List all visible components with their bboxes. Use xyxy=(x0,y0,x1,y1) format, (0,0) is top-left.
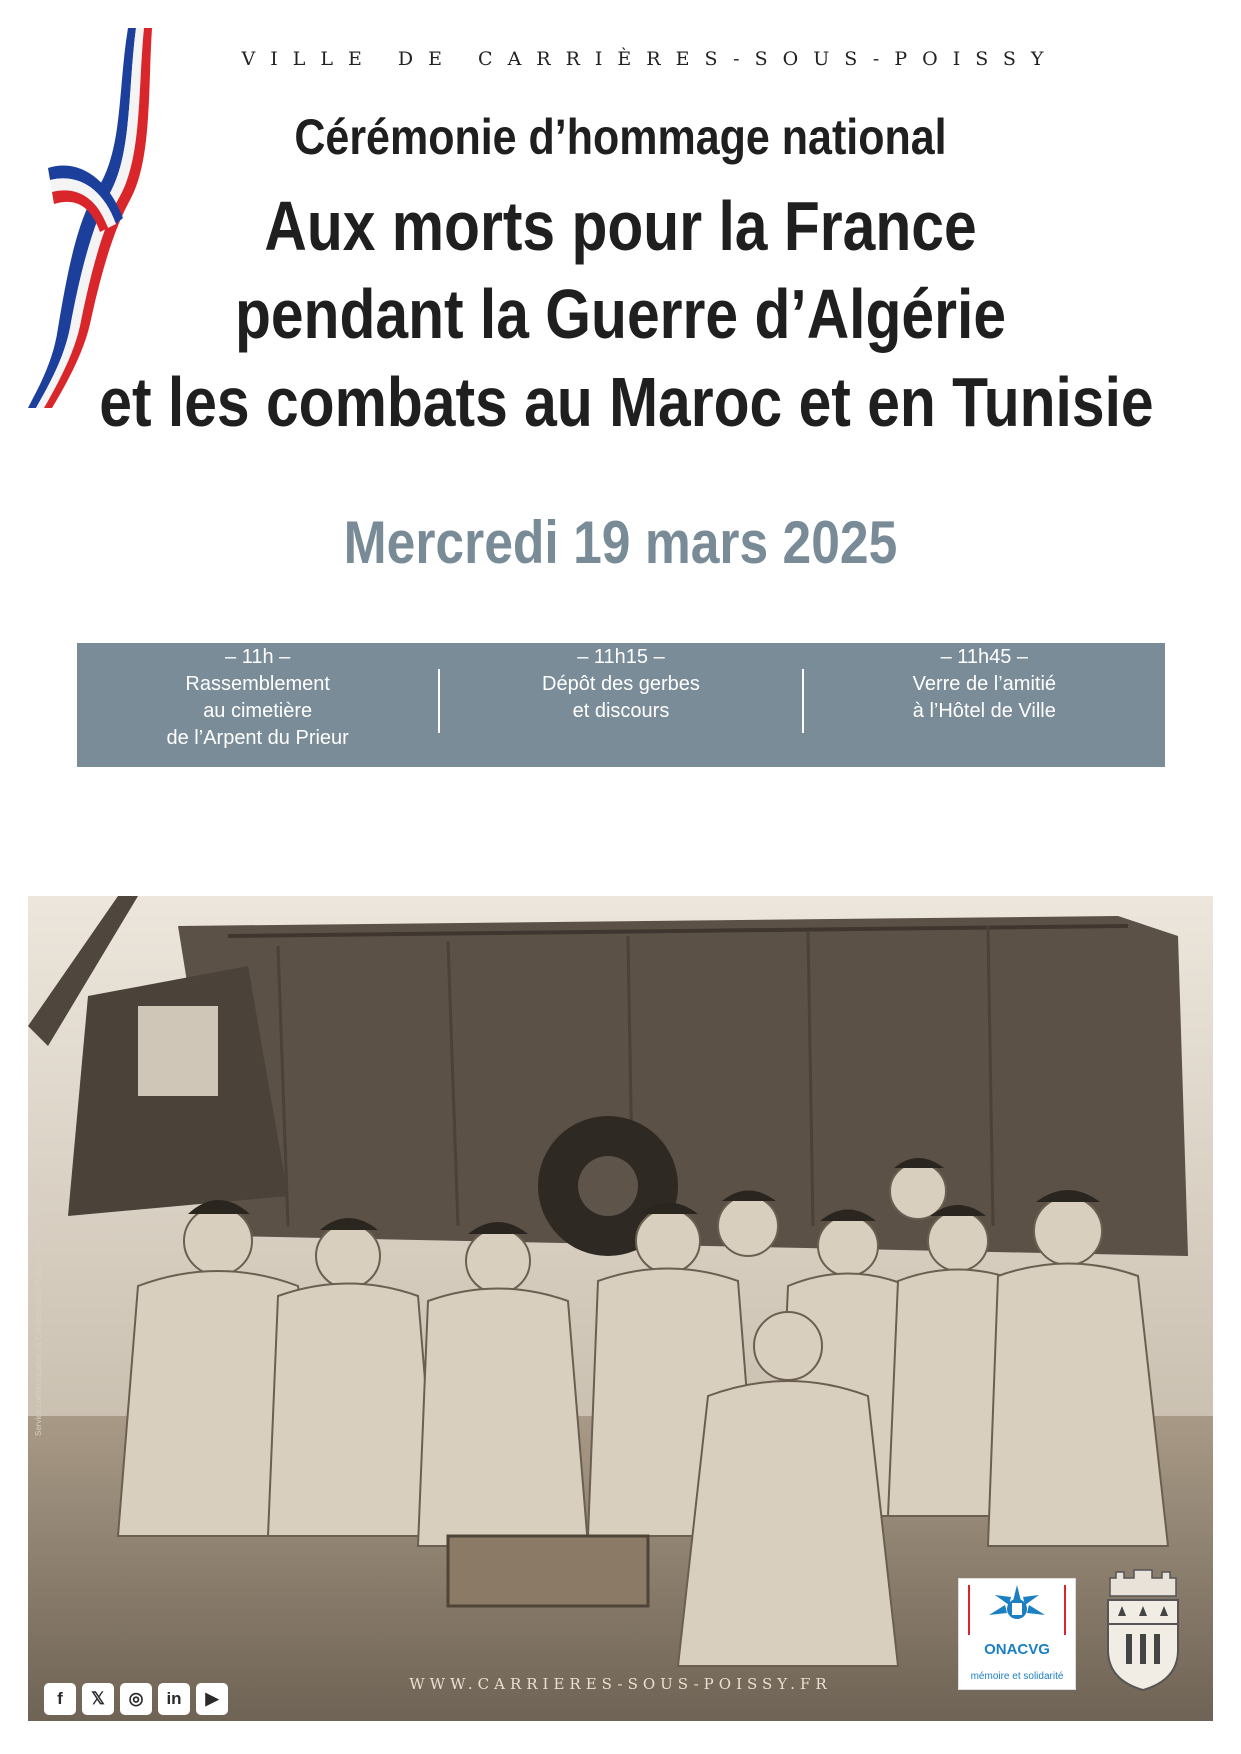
schedule-text: Dépôt des gerbes xyxy=(542,673,700,695)
city-coat-of-arms-icon xyxy=(1102,1568,1184,1694)
title-line: pendant la Guerre d’Algérie xyxy=(234,275,1007,353)
onac-name: ONACVG xyxy=(984,1641,1050,1658)
schedule-time: – 11h15 – xyxy=(577,646,665,668)
schedule-time: – 11h45 – xyxy=(940,646,1029,668)
schedule-bar xyxy=(77,643,1165,767)
facebook-icon[interactable]: f xyxy=(44,1683,76,1715)
photo-credit: Service communication de Carrières-sous-Poissy – 2025 • 01 39 22 36 00 xyxy=(34,1173,43,1436)
onac-tagline: mémoire et solidarité xyxy=(970,1671,1064,1682)
onacvg-logo xyxy=(958,1578,1076,1690)
cornflower-icon xyxy=(959,1579,1075,1639)
title-line: et les combats au Maroc et en Tunisie xyxy=(99,363,1154,441)
schedule-item xyxy=(440,643,801,725)
x-icon[interactable]: 𝕏 xyxy=(82,1683,114,1715)
schedule-item xyxy=(77,643,438,752)
schedule-text: de l’Arpent du Prieur xyxy=(166,727,349,749)
website-url[interactable]: WWW.CARRIERES-SOUS-POISSY.FR xyxy=(409,1675,832,1693)
linkedin-icon[interactable]: in xyxy=(158,1683,190,1715)
instagram-icon[interactable]: ◎ xyxy=(120,1683,152,1715)
schedule-time: – 11h – xyxy=(225,646,291,668)
schedule-text: et discours xyxy=(572,700,670,722)
title-line: Aux morts pour la France xyxy=(264,187,977,265)
youtube-icon[interactable]: ▶ xyxy=(196,1683,228,1715)
ceremony-title xyxy=(99,182,1154,446)
schedule-text: Rassemblement xyxy=(185,673,330,695)
ceremony-date: Mercredi 19 mars 2025 xyxy=(343,509,898,576)
schedule-text: au cimetière xyxy=(203,700,313,722)
schedule-text: Verre de l’amitié xyxy=(912,673,1057,695)
city-name: VILLE DE CARRIÈRES-SOUS-POISSY xyxy=(241,48,1059,70)
schedule-item xyxy=(804,643,1165,725)
schedule-text: à l’Hôtel de Ville xyxy=(912,700,1056,722)
ceremony-subtitle: Cérémonie d’hommage national xyxy=(294,109,947,165)
